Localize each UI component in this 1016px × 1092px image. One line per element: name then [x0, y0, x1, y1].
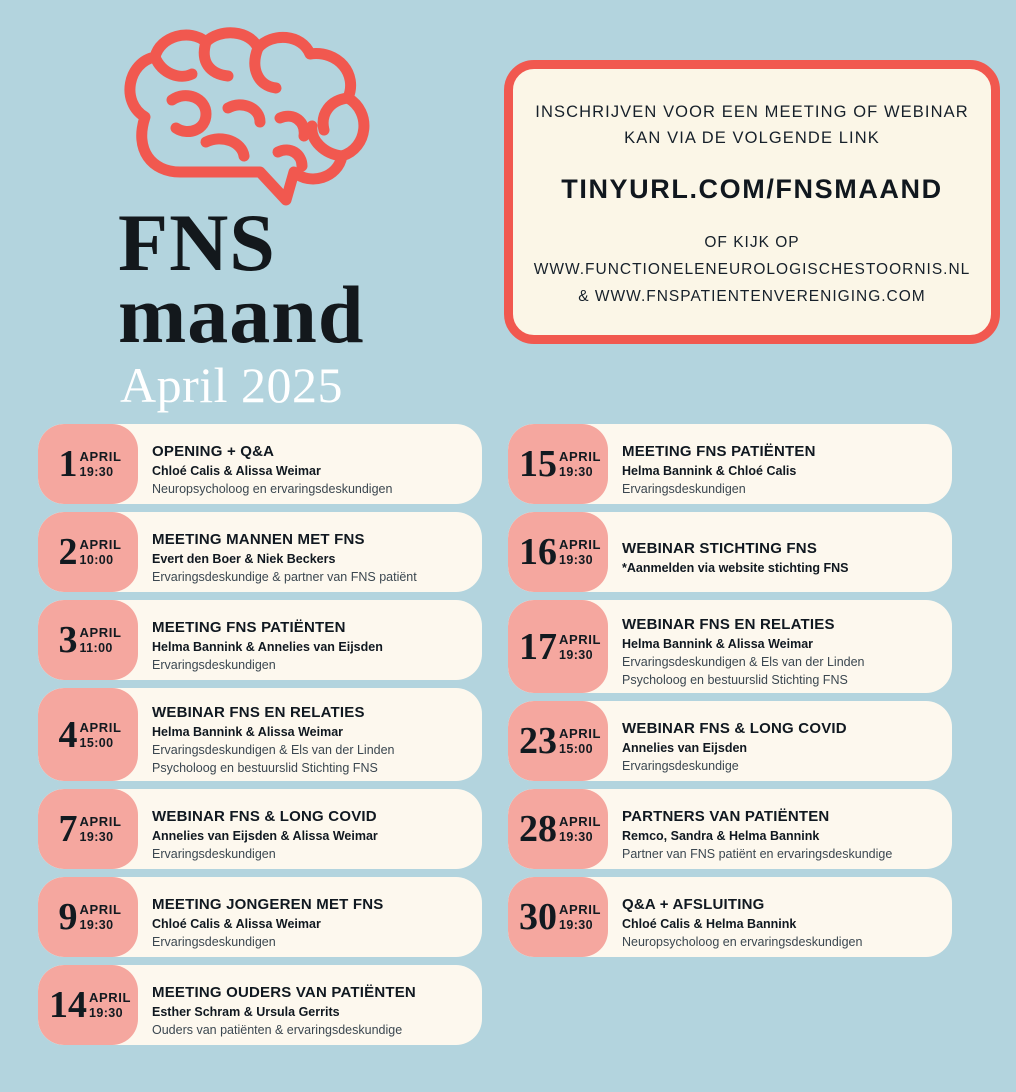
event-month: APRIL — [559, 902, 601, 918]
event-day: 14 — [49, 984, 87, 1026]
event-speakers: Helma Bannink & Annelies van Eijsden — [152, 639, 383, 654]
event-title: MEETING FNS PATIËNTEN — [622, 442, 816, 460]
event-month-time — [559, 725, 601, 756]
event-card[interactable] — [38, 965, 482, 1045]
event-month-time — [80, 813, 122, 844]
event-month: APRIL — [559, 814, 601, 830]
event-details — [608, 789, 952, 869]
event-month: APRIL — [79, 719, 122, 735]
event-date-badge — [38, 512, 138, 592]
event-time: 19:30 — [79, 918, 114, 933]
registration-panel — [504, 60, 1000, 344]
event-time: 10:00 — [79, 553, 114, 568]
event-day: 23 — [519, 720, 557, 762]
event-date-badge — [508, 877, 608, 957]
event-speaker-role: Ervaringsdeskundigen — [622, 481, 746, 496]
event-date-badge — [508, 701, 608, 781]
event-time: 19:30 — [559, 465, 593, 480]
event-card[interactable] — [508, 424, 952, 504]
event-title: WEBINAR FNS & LONG COVID — [152, 807, 377, 825]
event-month-time — [80, 719, 122, 750]
event-month: APRIL — [79, 625, 122, 641]
event-date-badge — [38, 424, 138, 504]
event-title: OPENING + Q&A — [152, 442, 275, 460]
event-speaker-role: Neuropsycholoog en ervaringsdeskundigen — [152, 481, 393, 496]
event-card[interactable] — [38, 789, 482, 869]
event-title: MEETING FNS PATIËNTEN — [152, 618, 346, 636]
event-date-badge — [508, 789, 608, 869]
event-day: 28 — [519, 808, 557, 850]
event-speakers: *Aanmelden via website stichting FNS — [622, 560, 849, 575]
event-title: MEETING MANNEN MET FNS — [152, 530, 365, 548]
event-title: WEBINAR STICHTING FNS — [622, 539, 818, 557]
poster-title-line2: maand — [118, 268, 365, 360]
event-month-time — [559, 901, 601, 932]
event-title: PARTNERS VAN PATIËNTEN — [622, 807, 830, 825]
event-speaker-role: Ouders van patiënten & ervaringsdeskundige — [152, 1022, 403, 1037]
event-month-time — [80, 624, 122, 655]
event-card[interactable] — [508, 512, 952, 592]
event-time: 11:00 — [79, 641, 113, 656]
event-time: 15:00 — [559, 742, 593, 757]
event-speaker-role: Ervaringsdeskundigen — [152, 657, 276, 672]
event-card[interactable] — [38, 688, 482, 781]
event-speaker-role-2: Psycholoog en bestuurslid Stichting FNS — [152, 760, 378, 775]
event-details — [608, 701, 952, 781]
event-day: 17 — [519, 625, 557, 668]
event-date-badge — [38, 965, 138, 1045]
event-date-badge — [38, 688, 138, 781]
website-link-2[interactable]: & WWW.FNSPATIENTENVERENIGING.COM — [578, 288, 926, 306]
event-time: 19:30 — [89, 1006, 123, 1021]
event-speaker-role-2: Psycholoog en bestuurslid Stichting FNS — [622, 672, 848, 687]
event-day: 4 — [58, 713, 78, 756]
event-day: 2 — [58, 531, 78, 573]
poster-subtitle: April 2025 — [120, 356, 344, 413]
event-day: 7 — [58, 808, 78, 850]
logo-block — [100, 22, 430, 413]
event-speakers: Chloé Calis & Alissa Weimar — [152, 463, 321, 478]
event-title: Q&A + AFSLUITING — [622, 895, 765, 913]
event-month-time — [80, 901, 122, 932]
event-month-time — [559, 536, 601, 567]
event-speakers: Annelies van Eijsden & Alissa Weimar — [152, 828, 378, 843]
event-title: MEETING JONGEREN MET FNS — [152, 895, 384, 913]
event-card[interactable] — [38, 600, 482, 680]
event-time: 19:30 — [559, 830, 593, 845]
event-month-time — [80, 536, 122, 567]
event-day: 30 — [519, 896, 557, 938]
event-speakers: Chloé Calis & Alissa Weimar — [152, 916, 321, 931]
poster-header — [0, 0, 1016, 413]
event-speaker-role: Partner van FNS patiënt en ervaringsdeskundige — [622, 846, 893, 861]
event-details — [138, 600, 482, 680]
schedule-column-right — [508, 424, 952, 1045]
event-title: WEBINAR FNS & LONG COVID — [622, 719, 847, 737]
panel-line-1: INSCHRIJVEN VOOR EEN MEETING OF WEBINAR — [535, 103, 969, 121]
event-speaker-role: Ervaringsdeskundige — [622, 758, 739, 773]
event-title: MEETING OUDERS VAN PATIËNTEN — [152, 983, 416, 1001]
event-details — [138, 688, 482, 781]
poster-title-line1: FNS — [118, 197, 276, 288]
event-title: WEBINAR FNS EN RELATIES — [152, 704, 365, 722]
event-details — [608, 512, 952, 592]
event-speaker-role: Ervaringsdeskundige & partner van FNS patiënt — [152, 569, 417, 584]
event-day: 16 — [519, 531, 557, 573]
event-speakers: Helma Bannink & Chloé Calis — [622, 463, 797, 478]
event-speakers: Evert den Boer & Niek Beckers — [152, 551, 336, 566]
event-month: APRIL — [559, 726, 601, 742]
event-month: APRIL — [79, 537, 122, 553]
event-time: 19:30 — [79, 465, 114, 480]
event-details — [138, 789, 482, 869]
event-time: 19:30 — [559, 918, 593, 933]
event-speakers: Remco, Sandra & Helma Bannink — [622, 828, 820, 843]
event-month-time — [559, 631, 601, 662]
event-date-badge — [38, 877, 138, 957]
event-day: 9 — [58, 896, 78, 938]
event-speaker-role: Neuropsycholoog en ervaringsdeskundigen — [622, 934, 863, 949]
event-time: 15:00 — [79, 735, 114, 750]
event-date-badge — [508, 424, 608, 504]
event-time: 19:30 — [559, 553, 593, 568]
event-date-badge — [508, 600, 608, 693]
event-month-time — [80, 448, 122, 479]
event-details — [608, 424, 952, 504]
event-details — [138, 965, 482, 1045]
event-month: APRIL — [79, 449, 122, 465]
schedule — [0, 424, 1016, 1045]
schedule-column-left — [38, 424, 482, 1045]
event-date-badge — [38, 789, 138, 869]
event-month-time — [559, 813, 601, 844]
event-date-badge — [508, 512, 608, 592]
event-month: APRIL — [79, 902, 122, 918]
event-date-badge — [38, 600, 138, 680]
event-card[interactable] — [38, 512, 482, 592]
event-speakers: Helma Bannink & Alissa Weimar — [622, 637, 814, 652]
event-card[interactable] — [508, 701, 952, 781]
event-card[interactable] — [38, 877, 482, 957]
event-details — [608, 600, 952, 693]
event-month: APRIL — [559, 631, 601, 647]
event-month-time — [89, 989, 131, 1020]
event-card[interactable] — [508, 600, 952, 693]
website-link-1[interactable]: WWW.FUNCTIONELENEUROLOGISCHESTOORNIS.NL — [533, 260, 971, 278]
event-month: APRIL — [559, 449, 601, 465]
event-day: 3 — [58, 619, 78, 661]
event-month: APRIL — [559, 537, 601, 553]
event-speaker-role: Ervaringsdeskundigen — [152, 934, 276, 949]
event-month-time — [559, 448, 601, 479]
panel-line-2: KAN VIA DE VOLGENDE LINK — [624, 129, 880, 148]
event-speakers: Chloé Calis & Helma Bannink — [622, 916, 797, 931]
event-day: 1 — [58, 443, 78, 485]
event-time: 19:30 — [79, 830, 114, 845]
event-time: 19:30 — [559, 647, 593, 662]
event-day: 15 — [519, 443, 557, 485]
registration-url[interactable]: TINYURL.COM/FNSMAAND — [561, 173, 943, 204]
event-title: WEBINAR FNS EN RELATIES — [622, 616, 835, 634]
event-card[interactable] — [508, 877, 952, 957]
event-details — [608, 877, 952, 957]
event-details — [138, 512, 482, 592]
event-speaker-role: Ervaringsdeskundigen & Els van der Linden — [152, 743, 395, 758]
event-speakers: Annelies van Eijsden — [622, 740, 748, 755]
event-card[interactable] — [508, 789, 952, 869]
event-month: APRIL — [79, 814, 122, 830]
event-details — [138, 424, 482, 504]
event-month: APRIL — [89, 990, 131, 1006]
event-speakers: Esther Schram & Ursula Gerrits — [152, 1004, 340, 1019]
event-speaker-role: Ervaringsdeskundigen — [152, 846, 276, 861]
event-speakers: Helma Bannink & Alissa Weimar — [152, 725, 344, 740]
event-card[interactable] — [38, 424, 482, 504]
brain-icon — [110, 22, 410, 202]
event-speaker-role: Ervaringsdeskundigen & Els van der Linden — [622, 655, 865, 670]
event-details — [138, 877, 482, 957]
panel-alt-label: OF KIJK OP — [704, 233, 800, 251]
